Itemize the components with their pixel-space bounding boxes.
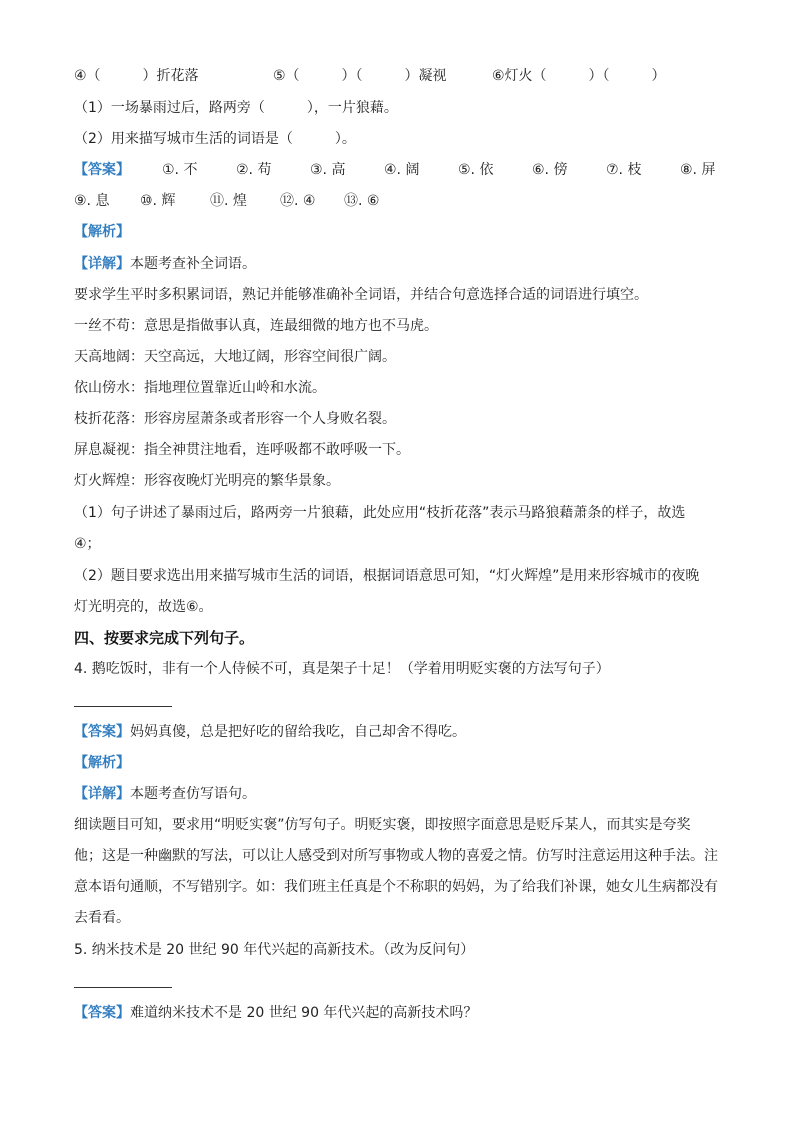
detail-text: 本题考查补全词语。 bbox=[130, 256, 256, 272]
analysis-line: ④； bbox=[74, 536, 101, 552]
answer-row-1 bbox=[74, 160, 734, 180]
answer-item: ⑥. 傍 bbox=[532, 162, 568, 178]
answer-item: ⑦. 枝 bbox=[606, 162, 642, 178]
detail-line bbox=[74, 784, 256, 804]
detail-tag: 【详解】 bbox=[74, 256, 130, 272]
answer-item: ⑫. ④ bbox=[280, 193, 316, 209]
option-item-6: ⑥灯火（ ）（ ） bbox=[492, 68, 666, 84]
answer-item: ⑤. 依 bbox=[458, 162, 494, 178]
analysis-line: 灯火辉煌：形容夜晚灯光明亮的繁华景象。 bbox=[74, 473, 340, 489]
answer-item: ⑩. 辉 bbox=[140, 193, 176, 209]
analysis-line: 意本语句通顺，不写错别字。如：我们班主任真是个不称职的妈妈，为了给我们补课，她女儿生病都没有 bbox=[74, 879, 718, 895]
answer-row-2 bbox=[74, 191, 734, 211]
answer-item: ④. 阔 bbox=[384, 162, 420, 178]
question-2: （2）用来描写城市生活的词语是（ ）。 bbox=[74, 131, 356, 147]
answer-item: ⑬. ⑥ bbox=[344, 193, 380, 209]
answer-blank-line bbox=[74, 987, 172, 988]
answer-blank-line bbox=[74, 706, 172, 707]
option-item-5: ⑤（ ）（ ）凝视 bbox=[273, 68, 447, 84]
answer-tag: 【答案】 bbox=[74, 1005, 130, 1021]
analysis-line: 灯光明亮的，故选⑥。 bbox=[74, 599, 213, 615]
analysis-line: 去看看。 bbox=[74, 910, 130, 926]
answer-tag: 【答案】 bbox=[74, 162, 130, 178]
analysis-tag: 【解析】 bbox=[74, 755, 130, 771]
answer-4-text: 妈妈真傻，总是把好吃的留给我吃，自己却舍不得吃。 bbox=[130, 724, 466, 740]
analysis-line: 依山傍水：指地理位置靠近山岭和水流。 bbox=[74, 380, 326, 396]
answer-5-text: 难道纳米技术不是 20 世纪 90 年代兴起的高新技术吗？ bbox=[130, 1005, 478, 1021]
answer-item: ⑨. 息 bbox=[74, 193, 110, 209]
option-item-4: ④（ ）折花落 bbox=[74, 68, 199, 84]
answer-4-line bbox=[74, 722, 466, 742]
analysis-line: 屏息凝视：指全神贯注地看，连呼吸都不敢呼吸一下。 bbox=[74, 442, 410, 458]
section-heading: 四、按要求完成下列句子。 bbox=[74, 629, 255, 647]
answer-5-line bbox=[74, 1003, 477, 1023]
detail-text: 本题考查仿写语句。 bbox=[130, 786, 256, 802]
question-4: 4. 鹅吃饭时，非有一个人侍候不可，真是架子十足！（学着用明贬实褒的方法写句子） bbox=[74, 661, 610, 677]
question-5: 5. 纳米技术是 20 世纪 90 年代兴起的高新技术。（改为反问句） bbox=[74, 942, 475, 958]
answer-item: ①. 不 bbox=[162, 162, 198, 178]
answer-item: ③. 高 bbox=[310, 162, 346, 178]
analysis-line: 要求学生平时多积累词语，熟记并能够准确补全词语，并结合句意选择合适的词语进行填空。 bbox=[74, 287, 648, 303]
question-1: （1）一场暴雨过后，路两旁（ ），一片狼藉。 bbox=[74, 100, 398, 116]
detail-tag: 【详解】 bbox=[74, 786, 130, 802]
analysis-line: 天高地阔：天空高远，大地辽阔，形容空间很广阔。 bbox=[74, 349, 396, 365]
analysis-line: 枝折花落：形容房屋萧条或者形容一个人身败名裂。 bbox=[74, 411, 396, 427]
answer-item: ⑧. 屏 bbox=[680, 162, 716, 178]
analysis-tag: 【解析】 bbox=[74, 224, 130, 240]
detail-line bbox=[74, 254, 256, 274]
analysis-line: 他；这是一种幽默的写法，可以让人感受到对所写事物或人物的喜爱之情。仿写时注意运用这种手法。注 bbox=[74, 848, 718, 864]
analysis-line: 细读题目可知，要求用“明贬实褒”仿写句子。明贬实褒，即按照字面意思是贬斥某人，而其实是夸奖 bbox=[74, 817, 691, 833]
answer-item: ⑪. 煌 bbox=[210, 193, 247, 209]
answer-item: ②. 苟 bbox=[236, 162, 272, 178]
analysis-line: 一丝不苟：意思是指做事认真，连最细微的地方也不马虎。 bbox=[74, 318, 438, 334]
answer-tag: 【答案】 bbox=[74, 724, 130, 740]
analysis-line: （2）题目要求选出用来描写城市生活的词语，根据词语意思可知，“灯火辉煌”是用来形容城市的夜晚 bbox=[74, 568, 700, 584]
analysis-line: （1）句子讲述了暴雨过后，路两旁一片狼藉，此处应用“枝折花落”表示马路狼藉萧条的样子，故选 bbox=[74, 505, 686, 521]
